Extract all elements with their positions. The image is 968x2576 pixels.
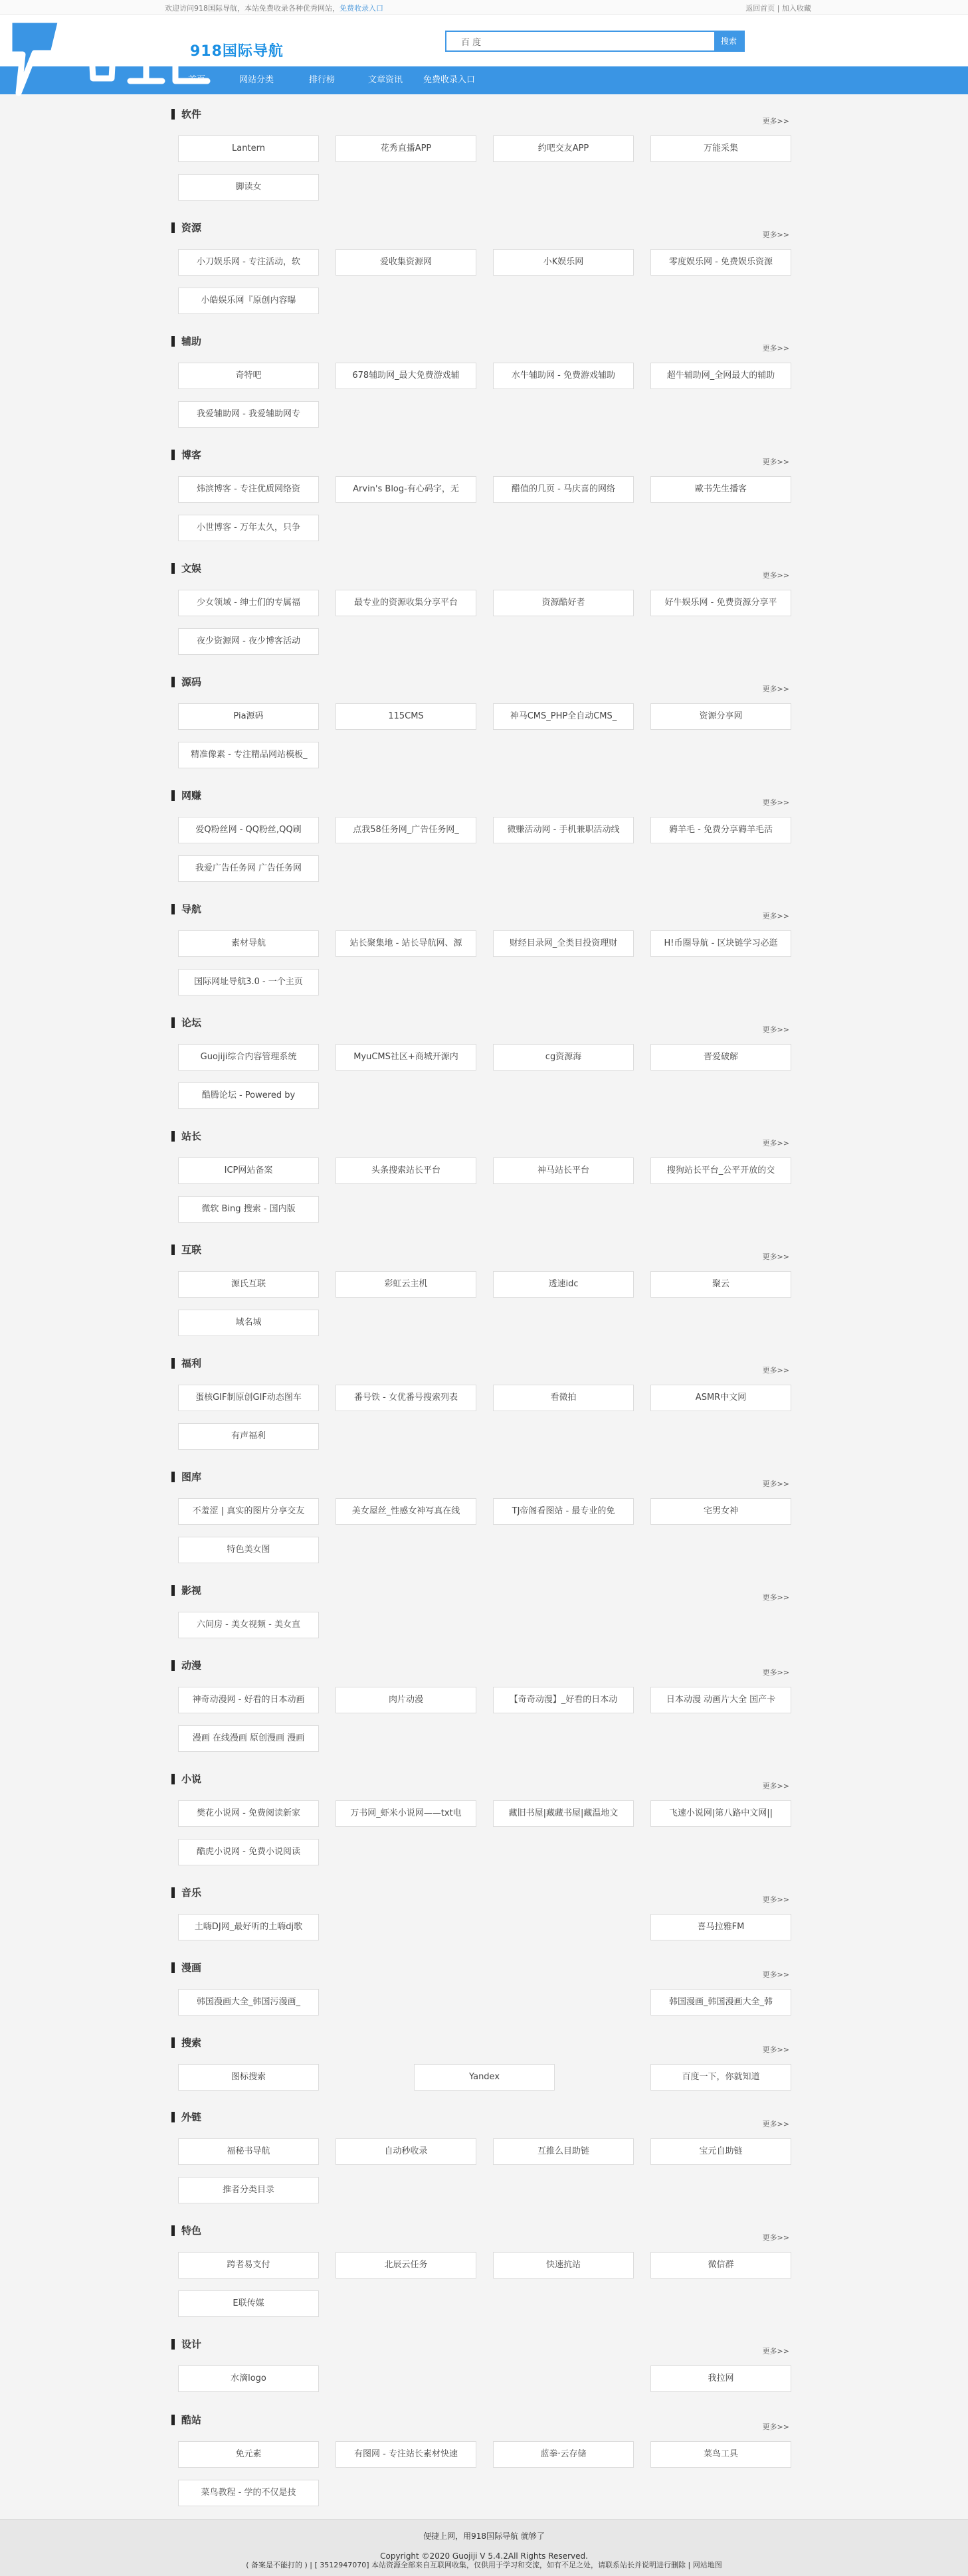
site-link[interactable]: Yandex [414,2064,555,2091]
site-link[interactable]: 微赚活动网 - 手机兼职活动线 [493,817,634,843]
site-link[interactable]: cg资源海 [493,1044,634,1071]
more-link[interactable]: 更多>> [762,1593,789,1602]
site-link[interactable]: 我爱辅助网 - 我爱辅助网专 [178,401,319,428]
site-link[interactable]: 爱Q粉丝网 - QQ粉丝,QQ刷 [178,817,319,843]
site-link[interactable]: 我爱广告任务网 广告任务网 [178,855,319,882]
site-link[interactable]: 看微拍 [493,1385,634,1411]
site-link[interactable]: ICP网站备案 [178,1158,319,1184]
site-link[interactable]: 678辅助网_最大免费游戏辅 [336,363,476,389]
site-link[interactable]: 资源酷好者 [493,590,634,616]
site-link[interactable]: 宅男女神 [650,1498,791,1525]
site-link[interactable]: 微软 Bing 搜索 - 国内版 [178,1196,319,1223]
site-link[interactable]: 115CMS [336,703,476,730]
site-link[interactable]: 脚读女 [178,174,319,201]
section-title: 福利 [171,1358,201,1369]
more-link[interactable]: 更多>> [762,2120,789,2128]
free-submit-link[interactable]: 免费收录入口 [339,4,383,13]
section-title: 音乐 [171,1887,201,1898]
site-link[interactable]: 小世博客 - 万年太久，只争 [178,515,319,541]
site-link[interactable]: 精准像素 - 专注精品网站模板_ [178,742,319,768]
site-link[interactable]: 零度娱乐网 - 免费娱乐资源 [650,249,791,276]
site-link[interactable]: 点我58任务网_广告任务网_ [336,817,476,843]
site-link[interactable]: 夜少资源网 - 夜少博客活动 [178,628,319,655]
top-bar [0,0,968,15]
search-button[interactable]: 搜索 [714,32,743,50]
more-link[interactable]: 更多>> [762,1895,789,1904]
site-link[interactable]: 晋爱破解 [650,1044,791,1071]
more-link[interactable]: 更多>> [762,1366,789,1375]
site-link[interactable]: 图标搜索 [178,2064,319,2091]
search-input[interactable] [446,32,696,50]
site-link[interactable]: 藏旧书屋|藏藏书屋|藏温地文 [493,1800,634,1827]
more-link[interactable]: 更多>> [762,458,789,466]
more-link[interactable]: 更多>> [762,1025,789,1034]
section-title: 软件 [171,109,201,120]
more-link[interactable]: 更多>> [762,571,789,580]
more-link[interactable]: 更多>> [762,344,789,353]
site-link[interactable]: 有图网 - 专注站长素材快速 [336,2441,476,2468]
more-link[interactable]: 更多>> [762,2233,789,2242]
section-title: 论坛 [171,1017,201,1028]
site-link[interactable]: TJ帝阁看图站 - 最专业的免 [493,1498,634,1525]
site-link[interactable]: 约吧交友APP [493,135,634,162]
site-link[interactable]: 樊花小说网 - 免费阅读新家 [178,1800,319,1827]
site-link[interactable]: 歐书先生播客 [650,476,791,503]
site-link[interactable]: Pia源码 [178,703,319,730]
site-link[interactable]: 资源分享网 [650,703,791,730]
site-link[interactable]: 蓝拳·云存储 [493,2441,634,2468]
site-link[interactable]: 头条搜索站长平台 [336,1158,476,1184]
site-link[interactable]: 水滴logo [178,2365,319,2392]
back-home-link[interactable]: 返回首页 [745,4,775,13]
site-link[interactable]: 韩国漫画大全_韩国污漫画_ [178,1989,319,2016]
site-link[interactable]: 日本动漫 动画片大全 国产卡 [650,1687,791,1713]
section-title: 动漫 [171,1660,201,1671]
site-link[interactable]: 彩虹云主机 [336,1271,476,1298]
site-link[interactable]: 源氏互联 [178,1271,319,1298]
site-link[interactable]: E联传媒 [178,2290,319,2317]
site-link[interactable]: ASMR中文网 [650,1385,791,1411]
search-box [445,31,745,52]
site-link[interactable]: Lantern [178,135,319,162]
site-link[interactable]: 喜马拉雅FM [650,1914,791,1940]
site-link[interactable]: Arvin's Blog-有心码字，无 [336,476,476,503]
footer-notice[interactable]: ( 备案是不能打的 ) | [ 3512947070] 本站资源全部来自互联网收集，仅供用于学习和交流，如有不足之处，请联系站长并说明进行删除 | 网站地图 [246,2561,722,2569]
site-link[interactable]: 福秘书导航 [178,2138,319,2165]
site-link[interactable]: 神奇动漫网 - 好看的日本动画 [178,1687,319,1713]
section-title: 资源 [171,222,201,233]
site-link[interactable]: 百度一下，你就知道 [650,2064,791,2091]
site-link[interactable]: 少女领域 - 绅士们的专属福 [178,590,319,616]
section-title: 网赚 [171,790,201,801]
site-link[interactable]: 国际网址导航3.0 - 一个主页 [178,969,319,995]
site-link[interactable]: 土嗨DJ网_最好听的土嗨dj歌 [178,1914,319,1940]
nav-home[interactable]: 首页 [188,75,206,85]
section-title: 文娱 [171,563,201,574]
site-link[interactable]: 财经目录网_全类目投资理财 [493,930,634,957]
more-link[interactable]: 更多>> [762,798,789,807]
section-title: 设计 [171,2339,201,2350]
site-link[interactable]: 神马站长平台 [493,1158,634,1184]
more-link[interactable]: 更多>> [762,2045,789,2054]
more-link[interactable]: 更多>> [762,1139,789,1148]
site-link[interactable]: 宝元自助链 [650,2138,791,2165]
section-title: 导航 [171,904,201,914]
more-link[interactable]: 更多>> [762,1782,789,1790]
footer-slogan: 便捷上网，用918国际导航 就够了 [423,2532,545,2541]
site-link[interactable]: 小K娱乐网 [493,249,634,276]
add-favorite-link[interactable]: 加入收藏 [782,4,811,13]
site-link[interactable]: 最专业的资源收集分享平台 [336,590,476,616]
site-link[interactable]: 番号铁 - 女优番号搜索列表 [336,1385,476,1411]
section-title: 辅助 [171,336,201,347]
site-link[interactable]: 菜鸟工具 [650,2441,791,2468]
site-link[interactable]: 薅羊毛 - 免费分享薅羊毛活 [650,817,791,843]
welcome-text [165,3,383,13]
section-title: 影视 [171,1585,201,1596]
site-link[interactable]: 小皓娱乐网『原创内容曝 [178,288,319,314]
site-link[interactable]: 韩国漫画_韩国漫画大全_韩 [650,1989,791,2016]
section-title: 酷站 [171,2415,201,2425]
more-link[interactable]: 更多>> [762,1970,789,1979]
site-link[interactable]: 醋值的几页 - 马庆喜的网络 [493,476,634,503]
site-link[interactable]: MyuCMS社区+商城开源内 [336,1044,476,1071]
site-link[interactable]: 万书网_虾米小说网——txt电 [336,1800,476,1827]
site-link[interactable]: 菜鸟教程 - 学的不仅是技 [178,2480,319,2506]
site-link[interactable]: 小刀娱乐网 - 专注活动，软 [178,249,319,276]
site-link[interactable]: 不羞涩 | 真实的图片分享交友 [178,1498,319,1525]
site-link[interactable]: 聚云 [650,1271,791,1298]
site-link[interactable]: 水牛辅助网 - 免费游戏辅助 [493,363,634,389]
site-link[interactable]: 我拉网 [650,2365,791,2392]
site-link[interactable]: 炜滨博客 - 专注优质网络资 [178,476,319,503]
site-link[interactable]: 酷虎小说网 - 免费小说阅读 [178,1839,319,1865]
site-link[interactable]: 超牛辅助网_全网最大的辅助 [650,363,791,389]
site-link[interactable]: 有声福利 [178,1423,319,1450]
site-link[interactable]: 特色美女图 [178,1537,319,1563]
site-link[interactable]: 【奇奇动漫】_好看的日本动 [493,1687,634,1713]
site-link[interactable]: 站长聚集地 - 站长导航网、源 [336,930,476,957]
more-link[interactable]: 更多>> [762,912,789,920]
site-link[interactable]: 搜狗站长平台_公平开放的交 [650,1158,791,1184]
more-link[interactable]: 更多>> [762,2347,789,2356]
section-title: 搜索 [171,2037,201,2048]
site-link[interactable]: 北辰云任务 [336,2252,476,2278]
site-link[interactable]: 域名城 [178,1310,319,1336]
more-link[interactable]: 更多>> [762,230,789,239]
site-link[interactable]: 漫画 在线漫画 原创漫画 漫画 [178,1725,319,1752]
site-link[interactable]: 互推么目助链 [493,2138,634,2165]
section-title: 站长 [171,1131,201,1142]
nav-free-submit[interactable]: 免费收录入口 [423,75,476,85]
section-title: 小说 [171,1774,201,1784]
site-link[interactable]: 美女屋丝_性感女神写真在线 [336,1498,476,1525]
site-logo[interactable] [0,15,312,101]
more-link[interactable]: 更多>> [762,685,789,693]
site-link[interactable]: 蛋核GIF制原创GIF动态图车 [178,1385,319,1411]
site-link[interactable]: 飞速小说网|第八路中文网|| [650,1800,791,1827]
site-link[interactable]: 跨者易支付 [178,2252,319,2278]
site-link[interactable]: Guojiji综合内容管理系统 [178,1044,319,1071]
site-link[interactable]: 微信群 [650,2252,791,2278]
more-link[interactable]: 更多>> [762,117,789,126]
more-link[interactable]: 更多>> [762,2423,789,2431]
site-link[interactable]: H!币圈导航 - 区块链学习必逛 [650,930,791,957]
section-title: 互联 [171,1245,201,1255]
footer [0,2519,968,2576]
welcome-message: 欢迎访问918国际导航，本站免费收录各种优秀网站， [165,4,339,13]
footer-copyright: Copyright ©2020 Guojiji V 5.4.2All Rights Reserved. [380,2551,588,2561]
site-link[interactable]: 快速抗站 [493,2252,634,2278]
section-title: 外链 [171,2112,201,2122]
section-title: 源码 [171,677,201,687]
top-links: 返回首页 | 加入收藏 [745,4,811,13]
site-link[interactable]: 好牛娱乐网 - 免费资源分享平 [650,590,791,616]
nav-ranking[interactable]: 排行榜 [309,75,336,85]
site-name: 918国际导航 [190,43,284,60]
more-link[interactable]: 更多>> [762,1252,789,1261]
nav-articles[interactable]: 文章资讯 [368,75,403,85]
section-title: 博客 [171,450,201,460]
more-link[interactable]: 更多>> [762,1668,789,1677]
site-link[interactable]: 免元素 [178,2441,319,2468]
site-link[interactable]: 透速idc [493,1271,634,1298]
site-link[interactable]: 爱收集资源网 [336,249,476,276]
section-title: 特色 [171,2225,201,2236]
site-link[interactable]: 肉片动漫 [336,1687,476,1713]
site-link[interactable]: 六间房 - 美女视频 - 美女直 [178,1612,319,1638]
nav-categories[interactable]: 网站分类 [239,75,274,85]
site-link[interactable]: 奇特吧 [178,363,319,389]
site-link[interactable]: 推者分类目录 [178,2177,319,2203]
site-link[interactable]: 花秀直播APP [336,135,476,162]
site-link[interactable]: 酷腾论坛 - Powered by [178,1082,319,1109]
site-link[interactable]: 神马CMS_PHP全自动CMS_ [493,703,634,730]
site-link[interactable]: 万能采集 [650,135,791,162]
section-title: 漫画 [171,1962,201,1973]
site-link[interactable]: 自动秒收录 [336,2138,476,2165]
more-link[interactable]: 更多>> [762,1480,789,1488]
site-link[interactable]: 素材导航 [178,930,319,957]
section-title: 图库 [171,1472,201,1482]
